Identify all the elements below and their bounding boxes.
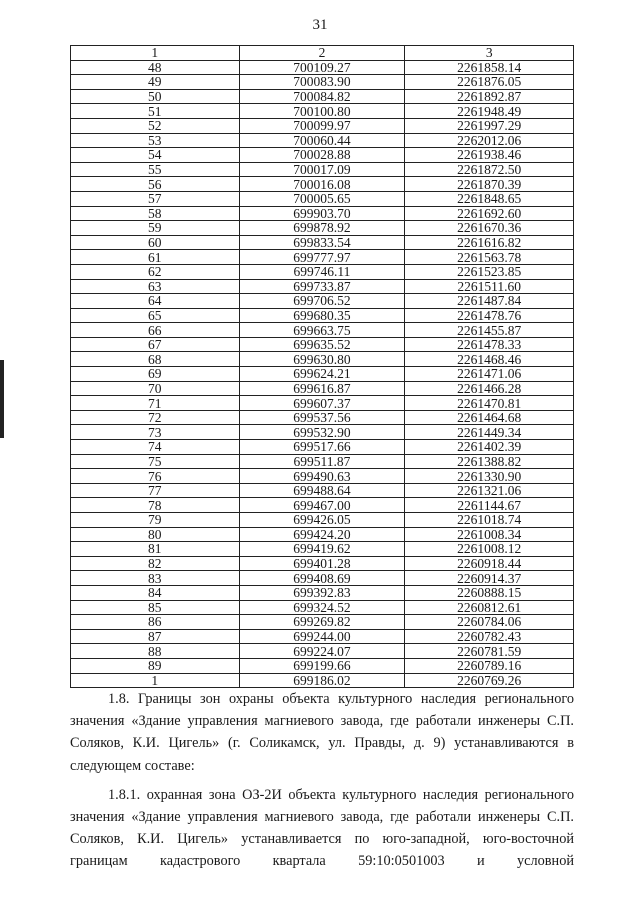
y-coordinate-cell: 2262012.06 [405, 133, 574, 148]
paragraph-1-8-1: 1.8.1. охранная зона ОЗ-2И объекта культурного наследия регионального значения «Здание управления магниевого завода, где работали инженеры С.П. Соляков, К.И. Цигель» устанавливается по юго-западной, юго-восточной границам кадастрового квартала 59:10:0501003 и условной [70, 786, 574, 870]
y-coordinate-cell: 2261478.33 [405, 337, 574, 352]
y-coordinate-cell: 2260888.15 [405, 585, 574, 600]
y-coordinate-cell: 2261870.39 [405, 177, 574, 192]
y-coordinate-cell: 2261471.06 [405, 367, 574, 382]
y-coordinate-cell: 2261466.28 [405, 381, 574, 396]
y-coordinate-cell: 2261892.87 [405, 89, 574, 104]
x-coordinate-cell: 699833.54 [239, 235, 405, 250]
y-coordinate-cell: 2261478.76 [405, 308, 574, 323]
table-row [71, 352, 574, 367]
x-coordinate-cell: 699511.87 [239, 454, 405, 469]
point-number-cell: 63 [71, 279, 240, 294]
point-number-cell: 67 [71, 337, 240, 352]
x-coordinate-cell: 699244.00 [239, 629, 405, 644]
x-coordinate-cell: 699424.20 [239, 527, 405, 542]
table-row [71, 425, 574, 440]
table-row [71, 513, 574, 528]
point-number-cell: 56 [71, 177, 240, 192]
table-row [71, 308, 574, 323]
x-coordinate-cell: 699537.56 [239, 410, 405, 425]
table-body [71, 60, 574, 688]
x-coordinate-cell: 699269.82 [239, 615, 405, 630]
x-coordinate-cell: 700017.09 [239, 162, 405, 177]
header-cell-point: 1 [71, 46, 240, 61]
table-row [71, 337, 574, 352]
x-coordinate-cell: 700060.44 [239, 133, 405, 148]
point-number-cell: 86 [71, 615, 240, 630]
x-coordinate-cell: 699663.75 [239, 323, 405, 338]
table-row [71, 410, 574, 425]
table-row [71, 133, 574, 148]
point-number-cell: 81 [71, 542, 240, 557]
y-coordinate-cell: 2261848.65 [405, 191, 574, 206]
x-coordinate-cell: 699746.11 [239, 264, 405, 279]
point-number-cell: 83 [71, 571, 240, 586]
y-coordinate-cell: 2260812.61 [405, 600, 574, 615]
table-row [71, 556, 574, 571]
point-number-cell: 74 [71, 440, 240, 455]
x-coordinate-cell: 700083.90 [239, 75, 405, 90]
table-row [71, 644, 574, 659]
y-coordinate-cell: 2261616.82 [405, 235, 574, 250]
y-coordinate-cell: 2261144.67 [405, 498, 574, 513]
point-number-cell: 75 [71, 454, 240, 469]
page-number: 31 [312, 17, 328, 33]
paragraph-1-8: 1.8. Границы зон охраны объекта культурного наследия регионального значения «Здание управления магниевого завода, где работали инженеры С.П. Соляков, К.И. Цигель» (г. Соликамск, ул. Правды, д. 9) устанавливаются в следующем составе: [70, 691, 574, 774]
x-coordinate-cell: 699706.52 [239, 294, 405, 309]
table-row [71, 571, 574, 586]
point-number-cell: 72 [71, 410, 240, 425]
x-coordinate-cell: 699467.00 [239, 498, 405, 513]
table-row [71, 235, 574, 250]
x-coordinate-cell: 700099.97 [239, 118, 405, 133]
point-number-cell: 60 [71, 235, 240, 250]
x-coordinate-cell: 699532.90 [239, 425, 405, 440]
point-number-cell: 89 [71, 658, 240, 673]
y-coordinate-cell: 2261468.46 [405, 352, 574, 367]
x-coordinate-cell: 699426.05 [239, 513, 405, 528]
point-number-cell: 76 [71, 469, 240, 484]
x-coordinate-cell: 699878.92 [239, 221, 405, 236]
table-row [71, 148, 574, 163]
header-cell-y: 3 [405, 46, 574, 61]
point-number-cell: 64 [71, 294, 240, 309]
point-number-cell: 65 [71, 308, 240, 323]
point-number-cell: 57 [71, 191, 240, 206]
point-number-cell: 82 [71, 556, 240, 571]
x-coordinate-cell: 699733.87 [239, 279, 405, 294]
table-header-row [71, 46, 574, 61]
point-number-cell: 70 [71, 381, 240, 396]
point-number-cell: 1 [71, 673, 240, 688]
x-coordinate-cell: 699624.21 [239, 367, 405, 382]
y-coordinate-cell: 2260781.59 [405, 644, 574, 659]
y-coordinate-cell: 2261388.82 [405, 454, 574, 469]
table-row [71, 469, 574, 484]
x-coordinate-cell: 699680.35 [239, 308, 405, 323]
table-row [71, 250, 574, 265]
table-row [71, 294, 574, 309]
x-coordinate-cell: 699186.02 [239, 673, 405, 688]
y-coordinate-cell: 2260784.06 [405, 615, 574, 630]
table-row [71, 498, 574, 513]
y-coordinate-cell: 2261018.74 [405, 513, 574, 528]
point-number-cell: 59 [71, 221, 240, 236]
y-coordinate-cell: 2261692.60 [405, 206, 574, 221]
table-row [71, 600, 574, 615]
y-coordinate-cell: 2261948.49 [405, 104, 574, 119]
y-coordinate-cell: 2261449.34 [405, 425, 574, 440]
body-text [70, 681, 574, 873]
x-coordinate-cell: 700016.08 [239, 177, 405, 192]
table-row [71, 60, 574, 75]
x-coordinate-cell: 699392.83 [239, 585, 405, 600]
table-row [71, 615, 574, 630]
y-coordinate-cell: 2261487.84 [405, 294, 574, 309]
table-row [71, 118, 574, 133]
y-coordinate-cell: 2261008.34 [405, 527, 574, 542]
table-row [71, 483, 574, 498]
table-row [71, 279, 574, 294]
point-number-cell: 54 [71, 148, 240, 163]
y-coordinate-cell: 2261455.87 [405, 323, 574, 338]
table-row [71, 542, 574, 557]
y-coordinate-cell: 2261321.06 [405, 483, 574, 498]
coordinates-table [70, 45, 574, 688]
point-number-cell: 66 [71, 323, 240, 338]
table-row [71, 104, 574, 119]
y-coordinate-cell: 2260782.43 [405, 629, 574, 644]
y-coordinate-cell: 2260914.37 [405, 571, 574, 586]
y-coordinate-cell: 2261563.78 [405, 250, 574, 265]
x-coordinate-cell: 699224.07 [239, 644, 405, 659]
x-coordinate-cell: 699635.52 [239, 337, 405, 352]
point-number-cell: 79 [71, 513, 240, 528]
table-row [71, 396, 574, 411]
point-number-cell: 68 [71, 352, 240, 367]
point-number-cell: 61 [71, 250, 240, 265]
table-row [71, 75, 574, 90]
table-row [71, 221, 574, 236]
y-coordinate-cell: 2261858.14 [405, 60, 574, 75]
point-number-cell: 62 [71, 264, 240, 279]
x-coordinate-cell: 699777.97 [239, 250, 405, 265]
y-coordinate-cell: 2261464.68 [405, 410, 574, 425]
table-row [71, 264, 574, 279]
y-coordinate-cell: 2261523.85 [405, 264, 574, 279]
table-row [71, 381, 574, 396]
y-coordinate-cell: 2261470.81 [405, 396, 574, 411]
table-row [71, 454, 574, 469]
point-number-cell: 52 [71, 118, 240, 133]
table-row [71, 191, 574, 206]
point-number-cell: 88 [71, 644, 240, 659]
y-coordinate-cell: 2261330.90 [405, 469, 574, 484]
point-number-cell: 87 [71, 629, 240, 644]
scan-edge-mark [0, 360, 4, 438]
table-row [71, 629, 574, 644]
y-coordinate-cell: 2261938.46 [405, 148, 574, 163]
point-number-cell: 73 [71, 425, 240, 440]
y-coordinate-cell: 2261997.29 [405, 118, 574, 133]
point-number-cell: 69 [71, 367, 240, 382]
x-coordinate-cell: 700109.27 [239, 60, 405, 75]
x-coordinate-cell: 699324.52 [239, 600, 405, 615]
point-number-cell: 51 [71, 104, 240, 119]
table-row [71, 177, 574, 192]
table-row [71, 585, 574, 600]
point-number-cell: 48 [71, 60, 240, 75]
point-number-cell: 50 [71, 89, 240, 104]
y-coordinate-cell: 2261402.39 [405, 440, 574, 455]
x-coordinate-cell: 699199.66 [239, 658, 405, 673]
point-number-cell: 55 [71, 162, 240, 177]
y-coordinate-cell: 2261008.12 [405, 542, 574, 557]
table-row [71, 162, 574, 177]
x-coordinate-cell: 699903.70 [239, 206, 405, 221]
table-row [71, 440, 574, 455]
x-coordinate-cell: 699630.80 [239, 352, 405, 367]
x-coordinate-cell: 699408.69 [239, 571, 405, 586]
y-coordinate-cell: 2261872.50 [405, 162, 574, 177]
x-coordinate-cell: 700084.82 [239, 89, 405, 104]
x-coordinate-cell: 699607.37 [239, 396, 405, 411]
x-coordinate-cell: 699488.64 [239, 483, 405, 498]
x-coordinate-cell: 699490.63 [239, 469, 405, 484]
header-cell-x: 2 [239, 46, 405, 61]
x-coordinate-cell: 699401.28 [239, 556, 405, 571]
point-number-cell: 80 [71, 527, 240, 542]
x-coordinate-cell: 699517.66 [239, 440, 405, 455]
table-row [71, 367, 574, 382]
point-number-cell: 84 [71, 585, 240, 600]
point-number-cell: 58 [71, 206, 240, 221]
point-number-cell: 78 [71, 498, 240, 513]
point-number-cell: 85 [71, 600, 240, 615]
y-coordinate-cell: 2261670.36 [405, 221, 574, 236]
x-coordinate-cell: 700100.80 [239, 104, 405, 119]
table-row [71, 527, 574, 542]
x-coordinate-cell: 699419.62 [239, 542, 405, 557]
y-coordinate-cell: 2261511.60 [405, 279, 574, 294]
point-number-cell: 71 [71, 396, 240, 411]
table-row [71, 89, 574, 104]
y-coordinate-cell: 2260918.44 [405, 556, 574, 571]
y-coordinate-cell: 2260769.26 [405, 673, 574, 688]
y-coordinate-cell: 2261876.05 [405, 75, 574, 90]
x-coordinate-cell: 699616.87 [239, 381, 405, 396]
table-row [71, 323, 574, 338]
y-coordinate-cell: 2260789.16 [405, 658, 574, 673]
point-number-cell: 49 [71, 75, 240, 90]
x-coordinate-cell: 700028.88 [239, 148, 405, 163]
table-row [71, 206, 574, 221]
point-number-cell: 77 [71, 483, 240, 498]
point-number-cell: 53 [71, 133, 240, 148]
x-coordinate-cell: 700005.65 [239, 191, 405, 206]
table-row [71, 658, 574, 673]
